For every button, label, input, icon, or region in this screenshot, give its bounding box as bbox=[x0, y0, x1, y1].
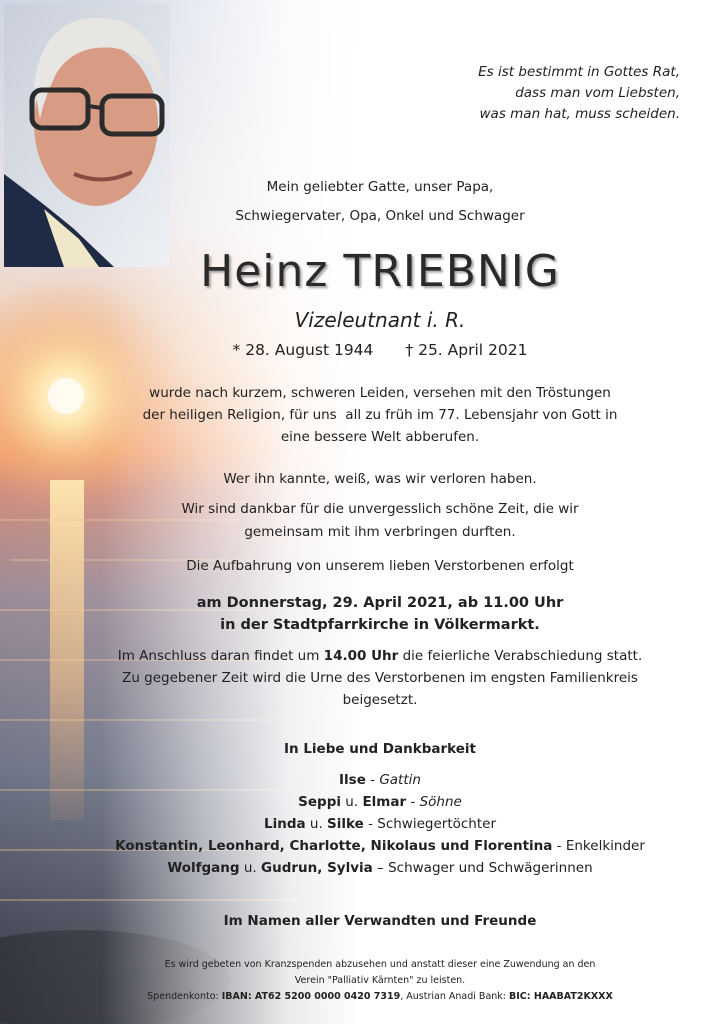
bank-name: , Austrian Anadi Bank: bbox=[400, 991, 510, 1002]
mourner-relation: Gattin bbox=[379, 772, 421, 788]
iban: IBAN: AT62 5200 0000 0420 7319 bbox=[221, 991, 401, 1002]
text-part: die feierliche Verabschiedung statt. bbox=[398, 648, 643, 664]
deceased-rank: Vizeleutnant i. R. bbox=[294, 308, 466, 332]
mourners-list bbox=[100, 769, 660, 879]
verse-line: was man hat, muss scheiden. bbox=[479, 106, 680, 122]
mourner-text: - Schwiegertöchter bbox=[363, 816, 497, 832]
mourner-name: Gudrun, Sylvia bbox=[261, 860, 373, 876]
paragraph-line: der heiligen Religion, für uns all zu früh im 77. Lebensjahr von Gott in bbox=[142, 407, 618, 423]
mourner-text: u. bbox=[305, 816, 328, 832]
intro-line: Mein geliebter Gatte, unser Papa, bbox=[266, 179, 494, 195]
mourner-text: - bbox=[406, 794, 420, 810]
paragraph-line: gemeinsam mit ihm verbringen durften. bbox=[244, 524, 516, 540]
death-date: † 25. April 2021 bbox=[405, 341, 528, 359]
donation-note bbox=[100, 957, 660, 1005]
passing-paragraph bbox=[100, 382, 660, 448]
mourner-row bbox=[100, 769, 660, 791]
farewell-time: 14.00 Uhr bbox=[323, 648, 399, 664]
verse bbox=[478, 62, 680, 125]
viewing-place: in der Stadtpfarrkirche in Völkermarkt. bbox=[220, 617, 540, 633]
portrait-photo bbox=[4, 4, 170, 267]
mourner-text: u. bbox=[239, 860, 261, 876]
mourner-name: Silke bbox=[327, 816, 364, 832]
urn-line: beigesetzt. bbox=[342, 692, 418, 708]
account-label: Spendenkonto: bbox=[147, 991, 222, 1002]
mourner-row bbox=[100, 813, 660, 835]
intro-line: Schwiegervater, Opa, Onkel und Schwager bbox=[235, 208, 525, 224]
mourners-heading: In Liebe und Dankbarkeit bbox=[283, 741, 476, 757]
paragraph-line: wurde nach kurzem, schweren Leiden, versehen mit den Tröstungen bbox=[149, 385, 611, 401]
donation-line: Verein "Palliativ Kärnten" zu leisten. bbox=[294, 975, 466, 986]
mourner-text: – Schwager und Schwägerinnen bbox=[372, 860, 593, 876]
verse-line: dass man vom Liebsten, bbox=[515, 85, 680, 101]
mourner-row bbox=[100, 835, 660, 857]
mourner-row bbox=[100, 791, 660, 813]
mourner-text: - Enkelkinder bbox=[552, 838, 645, 854]
viewing-intro: Die Aufbahrung von unserem lieben Verstorbenen erfolgt bbox=[186, 558, 574, 574]
mourner-name: Elmar bbox=[362, 794, 407, 810]
mourner-relation: Söhne bbox=[419, 794, 462, 810]
mourner-name: Wolfgang bbox=[167, 860, 240, 876]
mourner-row bbox=[100, 857, 660, 879]
life-dates bbox=[100, 339, 660, 361]
text-part: Im Anschluss daran findet um bbox=[117, 648, 324, 664]
mourner-name: Konstantin, Leonhard, Charlotte, Nikolaus und Florentina bbox=[115, 838, 553, 854]
relatives-line: Im Namen aller Verwandten und Freunde bbox=[223, 913, 537, 929]
viewing-details bbox=[100, 592, 660, 636]
farewell-line bbox=[100, 645, 660, 667]
mourner-name: Linda bbox=[263, 816, 306, 832]
urn-line: Zu gegebener Zeit wird die Urne des Verstorbenen im engsten Familienkreis bbox=[122, 670, 638, 686]
bank-account-line bbox=[100, 989, 660, 1005]
bic: BIC: HAABAT2KXXX bbox=[509, 991, 613, 1002]
mourner-text: - bbox=[365, 772, 380, 788]
intro bbox=[100, 173, 660, 231]
paragraph-line: Wir sind dankbar für die unvergesslich schöne Zeit, die wir bbox=[181, 501, 579, 517]
mourner-name: Ilse bbox=[339, 772, 366, 788]
mourner-text: u. bbox=[341, 794, 363, 810]
verse-line: Es ist bestimmt in Gottes Rat, bbox=[478, 64, 680, 80]
farewell-paragraph bbox=[100, 645, 660, 711]
paragraph-line: Wer ihn kannte, weiß, was wir verloren haben. bbox=[223, 471, 537, 487]
viewing-date: am Donnerstag, 29. April 2021, ab 11.00 Uhr bbox=[196, 595, 564, 611]
birth-date: * 28. August 1944 bbox=[232, 341, 374, 359]
deceased-name: Heinz TRIEBNIG bbox=[200, 246, 560, 297]
memory-paragraph bbox=[100, 468, 660, 544]
mourner-name: Seppi bbox=[298, 794, 341, 810]
donation-line: Es wird gebeten von Kranzspenden abzusehen und anstatt dieser eine Zuwendung an den bbox=[164, 959, 596, 970]
paragraph-line: eine bessere Welt abberufen. bbox=[280, 429, 480, 445]
